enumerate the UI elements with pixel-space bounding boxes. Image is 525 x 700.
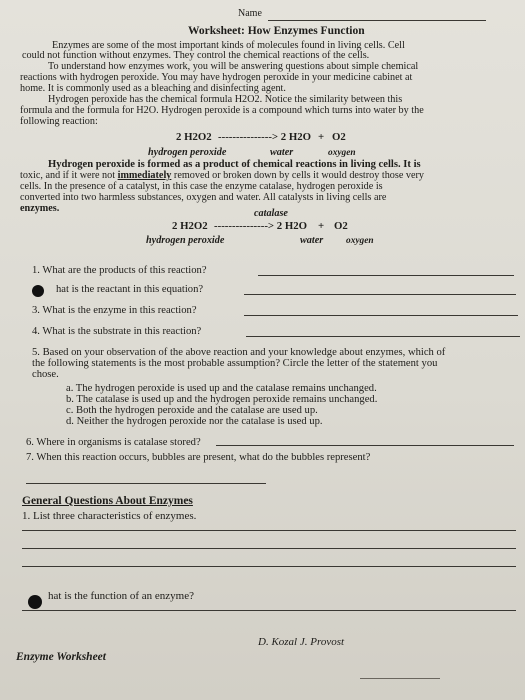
- question-4: 4. What is the substrate in this reaction?: [32, 326, 202, 337]
- eq2-plus: +: [318, 220, 325, 232]
- intro-line-1: Enzymes are some of the most important kinds of molecules found in living cells. Cell: [52, 40, 405, 51]
- eq2-label-reactant: hydrogen peroxide: [146, 235, 225, 246]
- answer-line-4[interactable]: [246, 336, 520, 337]
- general-answer-line-1[interactable]: [22, 530, 516, 531]
- general-answer-line-2[interactable]: [22, 548, 516, 549]
- para2-line-4: converted into two harmless substances, oxygen and water. All catalysts in living cells are: [20, 192, 387, 203]
- para2-line-2: [20, 170, 424, 181]
- footer-right: D. Kozal J. Provost: [258, 636, 345, 648]
- eq2-label-oxygen: oxygen: [346, 236, 374, 246]
- intro-line-5: home. It is commonly used as a bleaching and disinfecting agent.: [20, 83, 286, 94]
- question-6: 6. Where in organisms is catalase stored?: [26, 437, 201, 448]
- question-5-line-2: the following statements is the most probable assumption? Circle the letter of the statement you: [32, 358, 438, 369]
- eq1-label-oxygen: oxygen: [328, 148, 356, 158]
- intro-line-2: could not function without enzymes. They control the chemical reactions of the cells.: [22, 50, 370, 61]
- eq2-right: O2: [334, 220, 348, 232]
- intro-line-4: reactions with hydrogen peroxide. You may have hydrogen peroxide in your medicine cabinet at: [20, 72, 413, 83]
- answer-line-7[interactable]: [26, 483, 266, 484]
- eq1-right: O2: [332, 131, 346, 143]
- para2-text-b: removed or broken down by cells it would destroy those very: [173, 170, 425, 181]
- answer-line-2[interactable]: [244, 294, 516, 295]
- hole-punch-2: [28, 595, 42, 609]
- question-2: hat is the reactant in this equation?: [56, 284, 204, 295]
- eq2-catalyst: catalase: [254, 208, 288, 219]
- para2-line-5: enzymes.: [20, 203, 60, 214]
- eq1-arrow: ---------------> 2 H2O: [218, 131, 312, 143]
- hole-punch-1: [32, 285, 44, 297]
- eq1-label-water: water: [270, 147, 294, 158]
- para2-line-3: cells. In the presence of a catalyst, in this case the enzyme catalase, hydrogen peroxide is: [20, 181, 383, 192]
- intro-line-6: Hydrogen peroxide has the chemical formula H2O2. Notice the similarity between this: [48, 94, 403, 105]
- eq2-left: 2 H2O2: [172, 220, 208, 232]
- question-3: 3. What is the enzyme in this reaction?: [32, 305, 197, 316]
- worksheet-title: Worksheet: How Enzymes Function: [188, 25, 365, 37]
- option-b[interactable]: b. The catalase is used up and the hydrogen peroxide remains unchanged.: [66, 394, 378, 405]
- question-5-line-1: 5. Based on your observation of the above reaction and your knowledge about enzymes, which of: [32, 347, 446, 358]
- question-1: 1. What are the products of this reaction?: [32, 265, 207, 276]
- eq2-arrow: ---------------> 2 H2O: [214, 220, 308, 232]
- general-question-2: hat is the function of an enzyme?: [48, 590, 195, 602]
- question-5-line-3: chose.: [32, 369, 59, 380]
- answer-line-6[interactable]: [216, 445, 514, 446]
- question-7: 7. When this reaction occurs, bubbles are present, what do the bubbles represent?: [26, 452, 371, 463]
- intro-line-3: To understand how enzymes work, you will be answering questions about simple chemical: [48, 61, 419, 72]
- option-a[interactable]: a. The hydrogen peroxide is used up and the catalase remains unchanged.: [66, 383, 377, 394]
- footer-left: Enzyme Worksheet: [16, 651, 106, 663]
- general-question-1: 1. List three characteristics of enzymes.: [22, 510, 197, 522]
- answer-line-3[interactable]: [244, 315, 518, 316]
- general-answer-line-4[interactable]: [22, 610, 516, 611]
- answer-line-1[interactable]: [258, 275, 514, 276]
- para2-text-a: toxic, and if it were not: [20, 170, 116, 181]
- eq1-label-reactant: hydrogen peroxide: [148, 147, 227, 158]
- eq1-left: 2 H2O2: [176, 131, 212, 143]
- eq2-label-water: water: [300, 235, 324, 246]
- para2-emph-immediately: immediately: [117, 170, 172, 181]
- option-c[interactable]: c. Both the hydrogen peroxide and the catalase are used up.: [66, 405, 318, 416]
- intro-line-7: formula and the formula for H2O. Hydrogen peroxide is a compound which turns into water by the: [20, 105, 424, 116]
- option-d[interactable]: d. Neither the hydrogen peroxide nor the catalase is used up.: [66, 416, 323, 427]
- eq1-plus: +: [318, 131, 325, 143]
- name-line: [268, 20, 486, 21]
- name-label: Name: [238, 8, 262, 19]
- footer-rule: [360, 678, 440, 679]
- para2-line-1: Hydrogen peroxide is formed as a product of chemical reactions in living cells. It is: [48, 159, 421, 170]
- intro-line-8: following reaction:: [20, 116, 98, 127]
- general-answer-line-3[interactable]: [22, 566, 516, 567]
- general-heading: General Questions About Enzymes: [22, 495, 193, 507]
